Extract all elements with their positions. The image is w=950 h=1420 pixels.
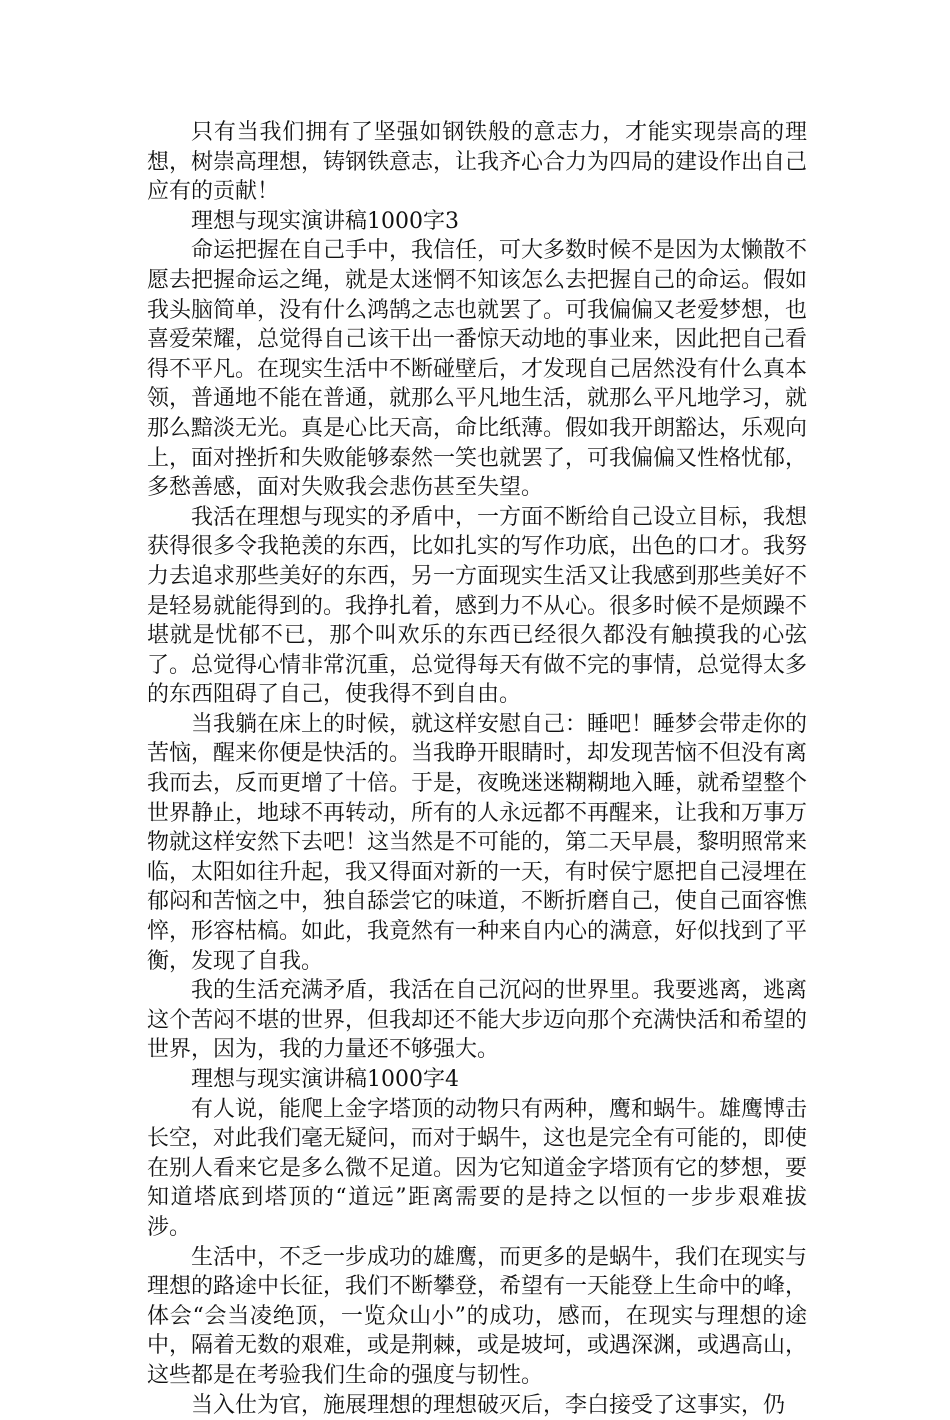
section-heading: 理想与现实演讲稿1000字4 [191,1067,459,1092]
paragraph: 当我躺在床上的时候，就这样安慰自己：睡吧！睡梦会带走你的苦恼，醒来你便是快活的。当我睁开眼睛时，却发现苦恼不但没有离我而去，反而更增了十倍。于是，夜晚迷迷糊糊地入睡，就希望整个世界静止，地球不再转动，所有的人永远都不再醒来，让我和万事万物就这样安然下去吧！这当然是不可能的，第二天早晨，黎明照常来临，太阳如往升起，我又得面对新的一天，有时侯宁愿把自己浸埋在郁闷和苦恼之中，独自舔尝它的味道，不断折磨自己，使自己面容憔悴，形容枯槁。如此，我竟然有一种来自内心的满意，好似找到了平衡，发现了自我。 [147,711,808,974]
document-body [147,118,807,1420]
paragraph: 有人说，能爬上金字塔顶的动物只有两种，鹰和蜗牛。雄鹰博击长空，对此我们毫无疑问，而对于蜗牛，这也是完全有可能的，即使在别人看来它是多么微不足道。因为它知道金字塔顶有它的梦想，要知道塔底到塔顶的“道远”距离需要的是持之以恒的一步步艰难拔涉。 [147,1096,808,1240]
paragraph: 我活在理想与现实的矛盾中，一方面不断给自己设立目标，我想获得很多令我艳羡的东西，比如扎实的写作功底，出色的口才。我努力去追求那些美好的东西，另一方面现实生活又让我感到那些美好不是轻易就能得到的。我挣扎着，感到力不从心。很多时候不是烦躁不堪就是忧郁不已，那个叫欢乐的东西已经很久都没有触摸我的心弦了。总觉得心情非常沉重，总觉得每天有做不完的事情，总觉得太多的东西阻碍了自己，使我得不到自由。 [147,504,808,708]
section-heading: 理想与现实演讲稿1000字3 [191,208,459,234]
paragraph: 我的生活充满矛盾，我活在自己沉闷的世界里。我要逃离，逃离这个苦闷不堪的世界，但我却还不能大步迈向那个充满快活和希望的世界，因为，我的力量还不够强大。 [147,978,808,1063]
paragraph: 生活中，不乏一步成功的雄鹰，而更多的是蜗牛，我们在现实与理想的路途中长征，我们不断攀登，希望有一天能登上生命中的峰，体会“会当凌绝顶，一览众山小”的成功，感而，在现实与理想的途中，隔着无数的艰难，或是荆棘，或是坡坷，或遇深渊，或遇高山，这些都是在考验我们生命的强度与韧性。 [147,1244,808,1388]
paragraph: 当入仕为官，施展理想的理想破灭后，李白接受了这事实，仍 [191,1392,786,1418]
paragraph: 只有当我们拥有了坚强如钢铁般的意志力，才能实现崇高的理想，树崇高理想，铸钢铁意志，让我齐心合力为四局的建设作出自己应有的贡献！ [147,120,808,205]
paragraph: 命运把握在自己手中，我信任，可大多数时候不是因为太懒散不愿去把握命运之绳，就是太迷惘不知该怎么去把握自己的命运。假如我头脑简单，没有什么鸿鹄之志也就罢了。可我偏偏又老爱梦想，也喜爱荣耀，总觉得自己该干出一番惊天动地的事业来，因此把自己看得不平凡。在现实生活中不断碰壁后，才发现自己居然没有什么真本领，普通地不能在普通，就那么平凡地生活，就那么平凡地学习，就那么黯淡无光。真是心比天高，命比纸薄。假如我开朗豁达，乐观向上，面对挫折和失败能够泰然一笑也就罢了，可我偏偏又性格忧郁，多愁善感，面对失败我会悲伤甚至失望。 [147,238,808,501]
